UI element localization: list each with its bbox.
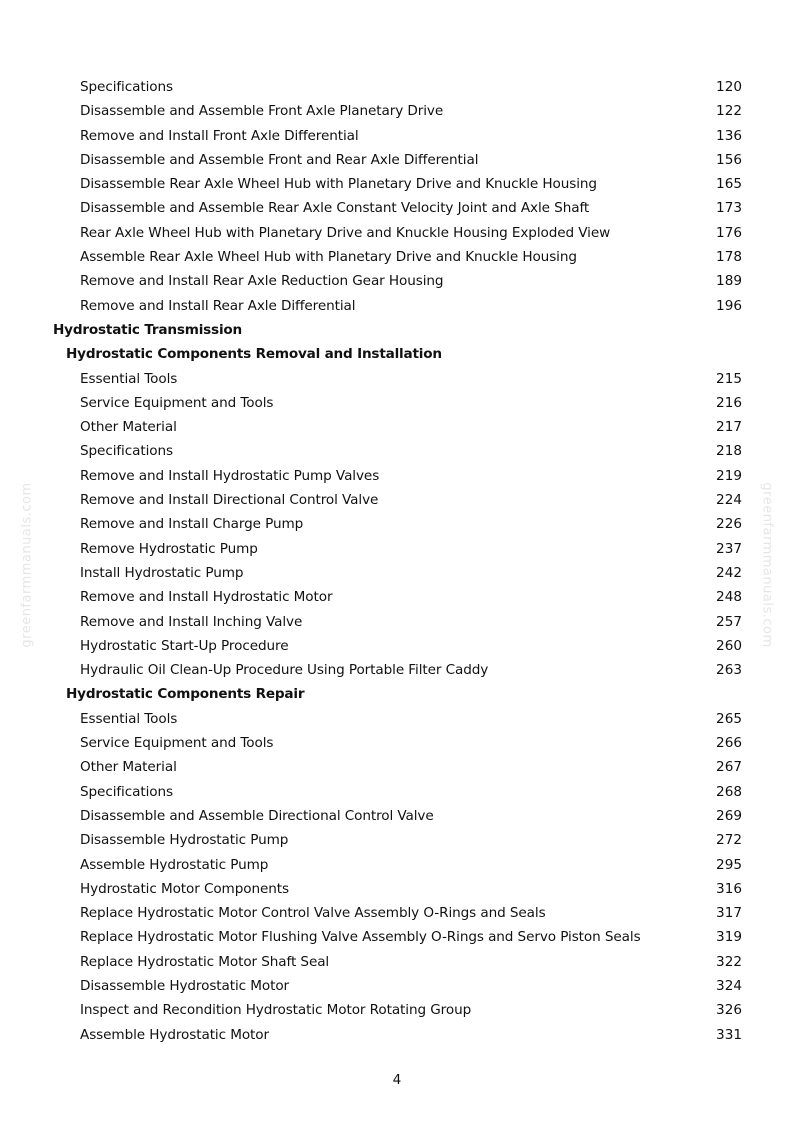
toc-entry-title: Hydrostatic Components Removal and Installation (66, 346, 442, 363)
toc-entry-title: Disassemble and Assemble Directional Control Valve (80, 807, 434, 824)
toc-entry-title: Rear Axle Wheel Hub with Planetary Drive and Knuckle Housing Exploded View (80, 224, 611, 241)
toc-entry-title: Hydraulic Oil Clean-Up Procedure Using Portable Filter Caddy (80, 662, 489, 679)
toc-entry-title: Hydrostatic Motor Components (80, 880, 289, 897)
toc-entry-title: Assemble Hydrostatic Pump (80, 856, 269, 873)
toc-entry[interactable] (0, 755, 794, 779)
toc-entry-page-number: 268 (716, 783, 742, 800)
toc-entry[interactable] (0, 585, 794, 609)
toc-entry-page-number: 216 (716, 394, 742, 411)
toc-entry-title: Specifications (80, 79, 173, 95)
toc-entry[interactable] (0, 853, 794, 877)
toc-section-heading[interactable] (0, 682, 794, 706)
toc-entry-title: Disassemble Hydrostatic Motor (80, 977, 290, 994)
watermark-left: greenfarmmanuals.com (19, 482, 35, 648)
toc-entry-title: Assemble Hydrostatic Motor (80, 1026, 269, 1043)
toc-entry-title: Other Material (80, 419, 177, 436)
toc-entry[interactable] (0, 464, 794, 488)
toc-entry-page-number: 257 (716, 613, 742, 630)
toc-entry-title: Replace Hydrostatic Motor Shaft Seal (80, 953, 330, 970)
toc-entry-page-number: 122 (716, 103, 742, 120)
toc-entry-page-number: 120 (716, 79, 742, 95)
toc-entry[interactable] (0, 950, 794, 974)
toc-entry-page-number: 326 (716, 1002, 742, 1019)
toc-entry-page-number: 189 (716, 273, 742, 290)
toc-entry[interactable] (0, 245, 794, 269)
toc-entry-page-number: 269 (716, 807, 742, 824)
toc-entry-title: Remove and Install Hydrostatic Pump Valves (80, 467, 380, 484)
toc-entry-page-number: 156 (716, 151, 742, 168)
toc-entry-title: Remove and Install Charge Pump (80, 516, 304, 533)
toc-entry-page-number: 272 (716, 832, 742, 849)
toc-entry[interactable] (0, 901, 794, 925)
toc-entry-page-number: 196 (716, 297, 742, 314)
toc-entry[interactable] (0, 1023, 794, 1047)
toc-entry-page-number: 173 (716, 200, 742, 217)
toc-entry-page-number: 165 (716, 176, 742, 193)
toc-entry[interactable] (0, 148, 794, 172)
toc-entry-page-number: 237 (716, 540, 742, 557)
toc-entry[interactable] (0, 172, 794, 196)
toc-entry-title: Remove and Install Front Axle Differential (80, 127, 359, 144)
toc-entry[interactable] (0, 658, 794, 682)
toc-entry-title: Service Equipment and Tools (80, 394, 274, 411)
toc-entry-title: Essential Tools (80, 370, 178, 387)
toc-entry[interactable] (0, 196, 794, 220)
toc-entry[interactable] (0, 731, 794, 755)
toc-entry-title: Disassemble and Assemble Front Axle Planetary Drive (80, 103, 444, 120)
toc-entry-title: Install Hydrostatic Pump (80, 564, 244, 581)
toc-entry-title: Remove and Install Directional Control Valve (80, 492, 379, 509)
toc-entry-page-number: 248 (716, 589, 742, 606)
toc-entry-title: Disassemble and Assemble Front and Rear Axle Differential (80, 151, 479, 168)
watermark-right: greenfarmmanuals.com (759, 482, 775, 648)
toc-entry[interactable] (0, 512, 794, 536)
toc-entry[interactable] (0, 391, 794, 415)
toc-entry-page-number: 218 (716, 443, 742, 460)
toc-entry[interactable] (0, 221, 794, 245)
toc-entry[interactable] (0, 367, 794, 391)
toc-entry[interactable] (0, 294, 794, 318)
toc-entry-page-number: 331 (716, 1026, 742, 1043)
toc-entry[interactable] (0, 488, 794, 512)
toc-entry-title: Remove and Install Rear Axle Reduction Gear Housing (80, 273, 444, 290)
toc-entry-page-number: 316 (716, 880, 742, 897)
toc-entry-page-number: 178 (716, 249, 742, 266)
toc-entry-title: Remove and Install Hydrostatic Motor (80, 589, 333, 606)
toc-section-heading[interactable] (0, 342, 794, 366)
toc-entry-title: Assemble Rear Axle Wheel Hub with Planetary Drive and Knuckle Housing (80, 249, 577, 266)
page-number: 4 (392, 1072, 402, 1088)
toc-entry[interactable] (0, 124, 794, 148)
toc-entry-title: Disassemble Hydrostatic Pump (80, 832, 289, 849)
toc-entry[interactable] (0, 75, 794, 99)
toc-entry-page-number: 266 (716, 735, 742, 752)
toc-entry-page-number: 260 (716, 637, 742, 654)
toc-entry-page-number: 226 (716, 516, 742, 533)
toc-entry-title: Specifications (80, 443, 173, 460)
toc-entry-page-number: 265 (716, 710, 742, 727)
toc-entry-title: Remove and Install Rear Axle Differential (80, 297, 356, 314)
toc-entry-title: Hydrostatic Transmission (53, 321, 243, 338)
toc-entry[interactable] (0, 877, 794, 901)
toc-entry-title: Replace Hydrostatic Motor Control Valve Assembly O-Rings and Seals (80, 905, 546, 922)
toc-entry[interactable] (0, 998, 794, 1022)
toc-entry-page-number: 324 (716, 977, 742, 994)
toc-entry[interactable] (0, 925, 794, 949)
toc-entry[interactable] (0, 780, 794, 804)
toc-entry[interactable] (0, 439, 794, 463)
toc-entry-title: Remove Hydrostatic Pump (80, 540, 258, 557)
toc-entry[interactable] (0, 269, 794, 293)
toc-entry[interactable] (0, 828, 794, 852)
table-of-contents (0, 75, 794, 1047)
toc-entry-title: Replace Hydrostatic Motor Flushing Valve Assembly O-Rings and Servo Piston Seals (80, 929, 641, 946)
toc-entry-title: Inspect and Recondition Hydrostatic Motor Rotating Group (80, 1002, 472, 1019)
toc-entry-page-number: 317 (716, 905, 742, 922)
toc-entry-page-number: 215 (716, 370, 742, 387)
toc-entry-page-number: 319 (716, 929, 742, 946)
toc-entry-page-number: 219 (716, 467, 742, 484)
toc-entry[interactable] (0, 415, 794, 439)
toc-entry-title: Disassemble Rear Axle Wheel Hub with Planetary Drive and Knuckle Housing (80, 176, 597, 193)
toc-entry[interactable] (0, 610, 794, 634)
toc-entry-title: Other Material (80, 759, 177, 776)
toc-entry-page-number: 295 (716, 856, 742, 873)
toc-entry-title: Disassemble and Assemble Rear Axle Constant Velocity Joint and Axle Shaft (80, 200, 590, 217)
toc-entry-page-number: 217 (716, 419, 742, 436)
toc-entry-page-number: 267 (716, 759, 742, 776)
toc-entry[interactable] (0, 561, 794, 585)
toc-entry-title: Essential Tools (80, 710, 178, 727)
toc-section-heading[interactable] (0, 318, 794, 342)
toc-entry-page-number: 224 (716, 492, 742, 509)
toc-entry[interactable] (0, 537, 794, 561)
toc-entry-title: Hydrostatic Components Repair (66, 686, 305, 703)
toc-entry[interactable] (0, 634, 794, 658)
toc-entry[interactable] (0, 804, 794, 828)
toc-entry-page-number: 242 (716, 564, 742, 581)
toc-entry-page-number: 136 (716, 127, 742, 144)
toc-entry-page-number: 322 (716, 953, 742, 970)
toc-entry-title: Specifications (80, 783, 173, 800)
toc-entry[interactable] (0, 707, 794, 731)
toc-entry[interactable] (0, 99, 794, 123)
toc-entry-page-number: 263 (716, 662, 742, 679)
toc-entry-title: Remove and Install Inching Valve (80, 613, 303, 630)
toc-entry[interactable] (0, 974, 794, 998)
toc-entry-page-number: 176 (716, 224, 742, 241)
toc-entry-title: Service Equipment and Tools (80, 735, 274, 752)
toc-entry-title: Hydrostatic Start-Up Procedure (80, 637, 289, 654)
